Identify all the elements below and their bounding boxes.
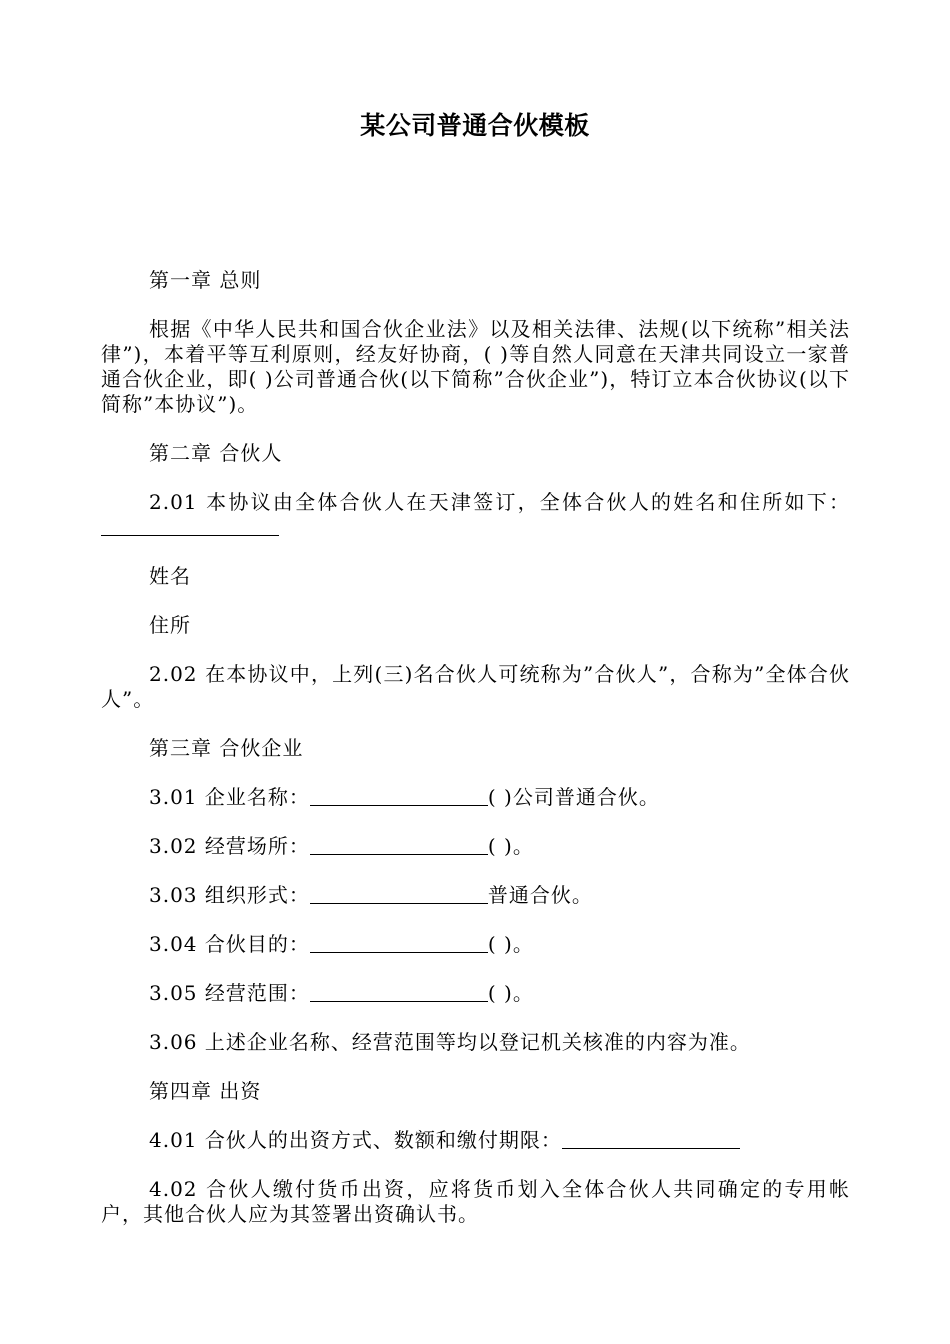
clause-suffix: 普通合伙。	[487, 883, 593, 907]
clause-label: 3.02 经营场所：	[149, 834, 310, 858]
paragraph: 4.02 合伙人缴付货币出资，应将货币划入全体合伙人共同确定的专用帐户，其他合伙人应为其签署出资确认书。	[101, 1177, 850, 1226]
clause-suffix: ( )公司普通合伙。	[487, 785, 660, 809]
chapter-heading: 第四章 出资	[149, 1079, 262, 1103]
fill-in-blank	[310, 983, 488, 1002]
fill-in-blank	[310, 934, 488, 953]
fill-in-blank	[310, 836, 488, 855]
chapter-heading: 第一章 总则	[149, 268, 262, 292]
fill-in-blank	[310, 885, 488, 904]
fill-in-blank	[310, 787, 488, 806]
clause-line	[101, 785, 850, 810]
clause-suffix: ( )。	[487, 932, 534, 956]
paragraph: 根据《中华人民共和国合伙企业法》以及相关法律、法规(以下统称”相关法律”)，本着平等互利原则，经友好协商，( )等自然人同意在天津共同设立一家普通合伙企业，即( )公司普通合伙(以下简称”合伙企业”)，特订立本合伙协议(以下简称”本协议”)。	[101, 317, 850, 416]
clause-line	[101, 834, 850, 859]
paragraph	[101, 490, 850, 540]
clause-label: 3.04 合伙目的：	[149, 932, 310, 956]
document-body	[101, 268, 850, 1251]
clause-suffix: ( )。	[487, 834, 534, 858]
clause-label: 3.03 组织形式：	[149, 883, 310, 907]
clause-line: 3.06 上述企业名称、经营范围等均以登记机关核准的内容为准。	[149, 1030, 751, 1054]
chapter-heading: 第二章 合伙人	[149, 441, 283, 465]
paragraph-text: 2.01 本协议由全体合伙人在天津签订，全体合伙人的姓名和住所如下：	[149, 490, 850, 514]
clause-line	[101, 883, 850, 908]
clause-label: 3.05 经营范围：	[149, 981, 310, 1005]
field-label: 姓名	[149, 564, 191, 588]
clause-suffix: ( )。	[487, 981, 534, 1005]
clause-label: 3.01 企业名称：	[149, 785, 310, 809]
clause-line	[101, 981, 850, 1006]
document-title: 某公司普通合伙模板	[360, 111, 590, 140]
fill-in-blank	[562, 1130, 740, 1149]
clause-line	[101, 1128, 850, 1153]
field-label: 住所	[149, 613, 191, 637]
clause-label: 4.01 合伙人的出资方式、数额和缴付期限：	[149, 1128, 562, 1152]
chapter-heading: 第三章 合伙企业	[149, 736, 304, 760]
clause-line	[101, 932, 850, 957]
paragraph: 2.02 在本协议中，上列(三)名合伙人可统称为”合伙人”，合称为”全体合伙人”。	[101, 662, 850, 711]
fill-in-blank	[101, 517, 279, 536]
